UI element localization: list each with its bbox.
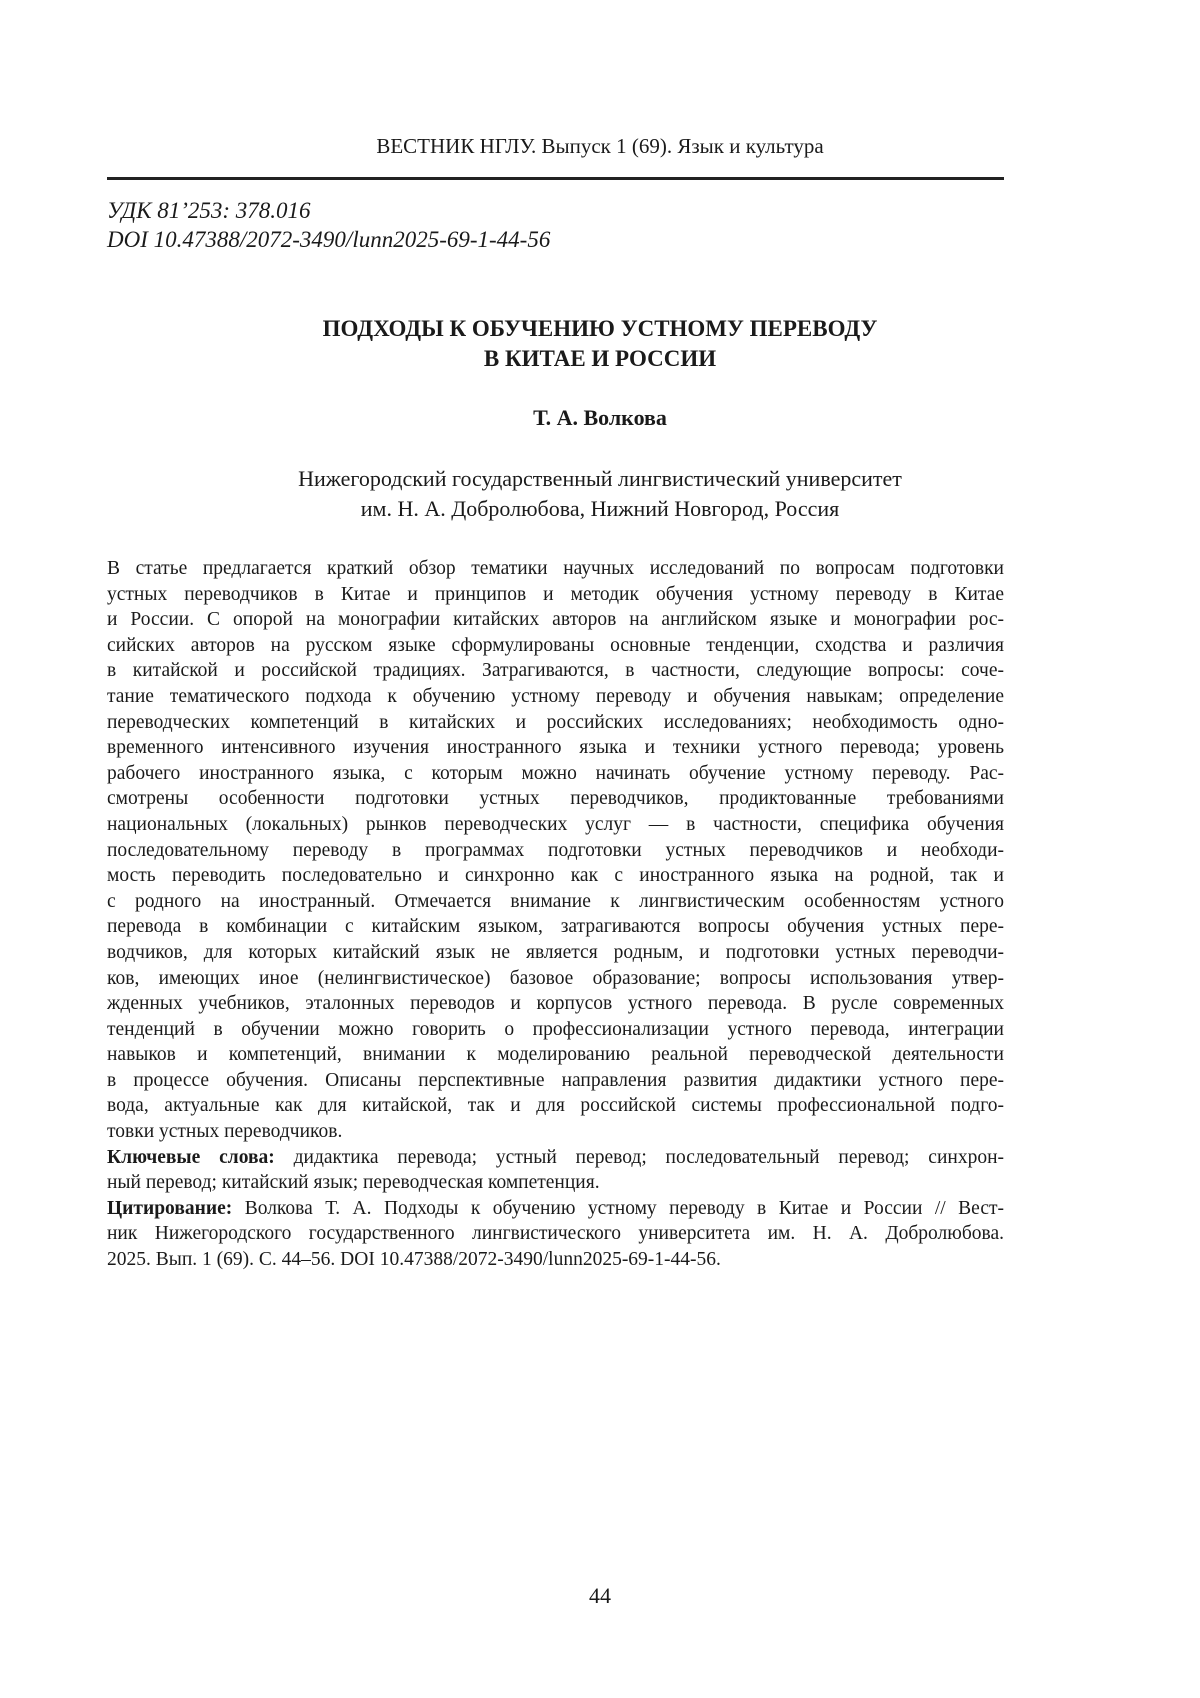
title-line: В КИТАЕ И РОССИИ	[0, 344, 1200, 374]
abstract-line: водчиков, для которых китайский язык не является родным, и подготовки устных переводчи-	[107, 940, 1004, 966]
affiliation-line: Нижегородский государственный лингвистический университет	[0, 464, 1200, 494]
article-meta	[107, 196, 550, 254]
affiliation	[0, 464, 1200, 524]
abstract-block	[107, 556, 1004, 1273]
abstract-line: мость переводить последовательно и синхронно как с иностранного языка на родной, так и	[107, 863, 1004, 889]
abstract-line: временного интенсивного изучения иностранного языка и техники устного перевода; уровень	[107, 735, 1004, 761]
citation-text: 2025. Вып. 1 (69). С. 44–56. DOI 10.47388/2072-3490/lunn2025-69-1-44-56.	[107, 1247, 1004, 1273]
abstract-line: вода, актуальные как для китайской, так и для российской системы профессиональной подго-	[107, 1093, 1004, 1119]
abstract-line: В статье предлагается краткий обзор тематики научных исследований по вопросам подготовки	[107, 556, 1004, 582]
abstract-line: переводческих компетенций в китайских и российских исследованиях; необходимость одно-	[107, 710, 1004, 736]
citation	[107, 1196, 1004, 1273]
title-line: ПОДХОДЫ К ОБУЧЕНИЮ УСТНОМУ ПЕРЕВОДУ	[0, 314, 1200, 344]
abstract-line: в процессе обучения. Описаны перспективные направления развития дидактики устного пере-	[107, 1068, 1004, 1094]
abstract-line: национальных (локальных) рынков переводческих услуг — в частности, специфика обучения	[107, 812, 1004, 838]
abstract-line: устных переводчиков в Китае и принципов и методик обучения устному переводу в Китае	[107, 582, 1004, 608]
abstract-line: с родного на иностранный. Отмечается внимание к лингвистическим особенностям устного	[107, 889, 1004, 915]
keywords	[107, 1145, 1004, 1196]
abstract	[107, 556, 1004, 1145]
abstract-line: сийских авторов на русском языке сформулированы основные тенденции, сходства и различия	[107, 633, 1004, 659]
author-name: Т. А. Волкова	[0, 404, 1200, 432]
abstract-line: жденных учебников, эталонных переводов и корпусов устного перевода. В русле современных	[107, 991, 1004, 1017]
article-title	[0, 314, 1200, 374]
abstract-line: тенденций в обучении можно говорить о профессионализации устного перевода, интеграции	[107, 1017, 1004, 1043]
citation-text: Волкова Т. А. Подходы к обучению устному переводу в Китае и России // Вест-	[232, 1198, 1004, 1219]
page-number: 44	[0, 1582, 1200, 1610]
affiliation-line: им. Н. А. Добролюбова, Нижний Новгород, Россия	[0, 494, 1200, 524]
header-rule	[107, 177, 1004, 180]
doi: DOI 10.47388/2072-3490/lunn2025-69-1-44-56	[107, 225, 550, 254]
udk-code: УДК 81’253: 378.016	[107, 196, 550, 225]
citation-text: ник Нижегородского государственного лингвистического университета им. Н. А. Добролюбова.	[107, 1221, 1004, 1247]
abstract-line: ков, имеющих иное (нелингвистическое) базовое образование; вопросы использования утвер-	[107, 966, 1004, 992]
keywords-text: ный перевод; китайский язык; переводческая компетенция.	[107, 1170, 1004, 1196]
abstract-line: и России. С опорой на монографии китайских авторов на английском языке и монографии рос-	[107, 607, 1004, 633]
keywords-label: Ключевые слова:	[107, 1147, 275, 1168]
abstract-line: смотрены особенности подготовки устных переводчиков, продиктованные требованиями	[107, 786, 1004, 812]
abstract-line: тание тематического подхода к обучению устному переводу и обучения навыкам; определение	[107, 684, 1004, 710]
abstract-line: навыков и компетенций, внимании к моделированию реальной переводческой деятельности	[107, 1042, 1004, 1068]
abstract-line: последовательному переводу в программах подготовки устных переводчиков и необходи-	[107, 838, 1004, 864]
running-header: ВЕСТНИК НГЛУ. Выпуск 1 (69). Язык и культура	[0, 133, 1200, 159]
keywords-text: дидактика перевода; устный перевод; последовательный перевод; синхрон-	[275, 1147, 1004, 1168]
citation-label: Цитирование:	[107, 1198, 232, 1219]
abstract-line: в китайской и российской традициях. Затрагиваются, в частности, следующие вопросы: соче-	[107, 658, 1004, 684]
abstract-line: перевода в комбинации с китайским языком, затрагиваются вопросы обучения устных пере-	[107, 914, 1004, 940]
abstract-line: рабочего иностранного языка, с которым можно начинать обучение устному переводу. Рас-	[107, 761, 1004, 787]
abstract-line: товки устных переводчиков.	[107, 1119, 1004, 1145]
